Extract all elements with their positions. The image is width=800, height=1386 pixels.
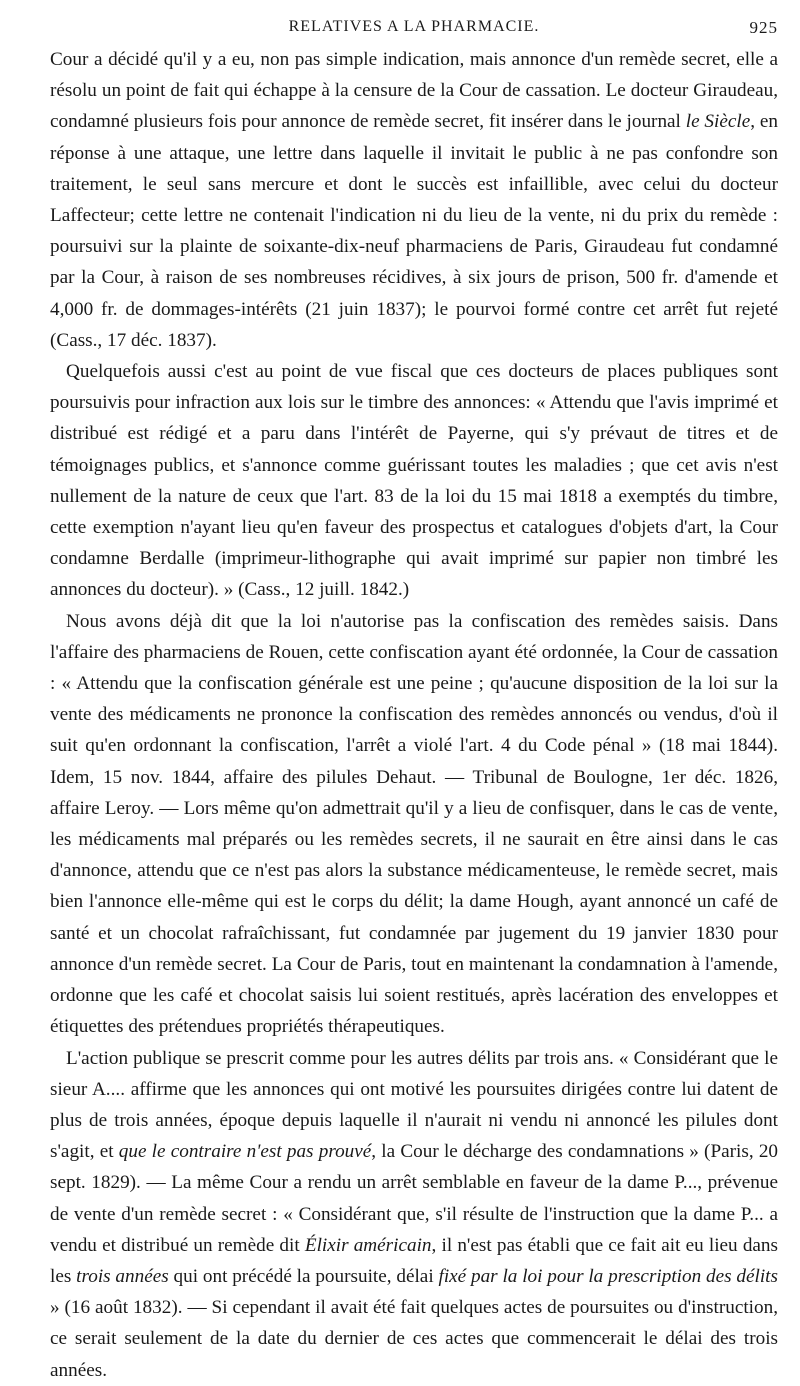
emphasis-run: trois années [76,1265,169,1287]
text-run: , la Cour le décharge des condamnations » (Paris, 20 sept. 1829). — La même Cour a rendu un arrêt semblable en faveur de la dame P..., prévenue de vente d'un remède secret : « Considérant que, s'il résulte de l'instruction que la dame P... a vendu et distribué un remède dit [50,1141,779,1256]
emphasis-run: que le contraire n'est pas prouvé [118,1141,372,1163]
journal-title: le Siècle [685,111,751,133]
paragraph [50,44,778,356]
paragraph [50,606,778,1043]
paragraph [50,1043,778,1386]
paragraph [50,356,778,606]
page-number: 925 [749,18,778,37]
text-run: Nous avons déjà dit que la loi n'autorise pas la confiscation des remèdes saisis. Dans l'affaire des pharmaciens de Rouen, cette confiscation ayant été ordonnée, la Cour de cassation : « Attendu que la confiscation générale est une peine ; qu'aucune disposition de la loi sur la vente des médicaments ne prononce la confiscation des remèdes annoncés ou vendus, d'où il suit qu'en ordonnant la confiscation, l'arrêt a violé l'art. 4 du Code pénal » (18 mai 1844). Idem, 15 nov. 1844, affaire des pilules Dehaut. — Tribunal de Boulogne, 1er déc. 1826, affaire Leroy. — Lors même qu'on admettrait qu'il y a lieu de confisquer, dans le cas de vente, les médicaments mal préparés ou les remèdes secrets, il ne saurait en être ainsi dans le cas d'annonce, attendu que ce n'est pas alors la substance médicamenteuse, le remède secret, mais bien l'annonce elle-même qui est le corps du délit; la dame Hough, ayant annoncé un café de santé et un chocolat rafraîchissant, fut condamnée par jugement du 19 janvier 1830 pour annonce d'un remède secret. La Cour de Paris, tout en maintenant la condamnation à l'amende, ordonne que les café et chocolat saisis lui soient restitués, après lacération des enveloppes et étiquettes des prétendues propriétés thérapeutiques. [50,610,778,1038]
body-text [50,44,778,1386]
text-run: qui ont précédé la poursuite, délai [168,1265,439,1287]
text-run: Quelquefois aussi c'est au point de vue fiscal que ces docteurs de places publiques sont poursuivis pour infraction aux lois sur le timbre des annonces: « Attendu que l'avis imprimé et distribué est rédigé et a paru dans l'intérêt de Payerne, qui s'y prévaut de titres et de témoignages publics, et s'annonce comme guérissant toutes les maladies ; que cet avis n'est nullement de la nature de ceux que l'art. 83 de la loi du 15 mai 1818 a exemptés du timbre, cette exemption n'ayant lieu qu'en faveur des prospectus et catalogues d'objets d'art, la Cour condamne Berdalle (imprimeur-lithographe qui avait imprimé sur papier non timbré les annonces du docteur). » (Cass., 12 juill. 1842.) [50,361,778,601]
running-header-title: RELATIVES A LA PHARMACIE. [288,18,540,35]
text-run: Cour a décidé qu'il y a eu, non pas simple indication, mais annonce d'un remède secret, elle a résolu un point de fait qui échappe à la censure de la Cour de cassation. Le docteur Giraudeau, condamné plusieurs fois pour annonce de remède secret, fit insérer dans le journal [50,49,778,133]
emphasis-run: Élixir américain [304,1234,432,1256]
text-run: L'action publique se prescrit comme pour les autres délits par trois ans. « Considérant que le sieur A.... affirme que les annonces qui ont motivé les poursuites dirigées contre lui datent de plus de trois années, époque depuis laquelle il n'aurait ni vendu ni annoncé les pilules dont s'agit, et [50,1047,778,1163]
text-run: , il n'est pas établi que ce fait ait eu lieu dans les [50,1234,778,1287]
emphasis-run: fixé par la loi pour la prescription des délits [438,1265,778,1287]
running-header [50,18,778,44]
document-page [50,18,778,1386]
text-run: » (16 août 1832). — Si cependant il avait été fait quelques actes de poursuites ou d'instruction, ce serait seulement de la date du dernier de ces actes que commencerait le délai des trois années. [50,1297,778,1381]
text-run: , en réponse à une attaque, une lettre dans laquelle il invitait le public à ne pas confondre son traitement, le seul sans mercure et dont le succès est infaillible, avec celui du docteur Laffecteur; cette lettre ne contenait l'indication ni du lieu de la vente, ni du prix du remède : poursuivi sur la plainte de soixante-dix-neuf pharmaciens de Paris, Giraudeau fut condamné par la Cour, à raison de ses nombreuses récidives, à six jours de prison, 500 fr. d'amende et 4,000 fr. de dommages-intérêts (21 juin 1837); le pourvoi formé contre cet arrêt fut rejeté (Cass., 17 déc. 1837). [50,111,778,351]
